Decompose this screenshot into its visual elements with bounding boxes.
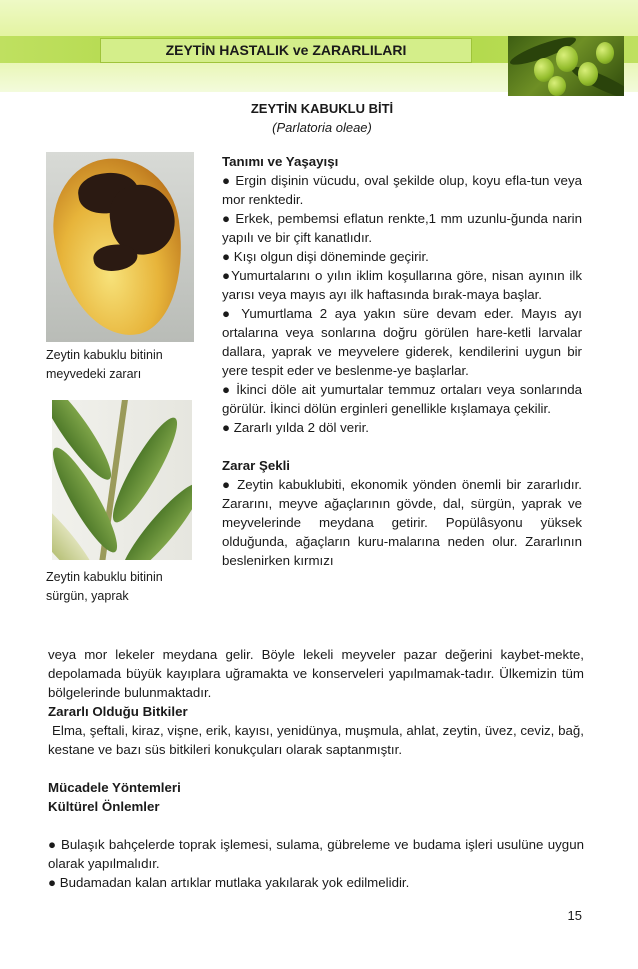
bottom-text-block (48, 645, 584, 892)
paragraph: veya mor lekeler meydana gelir. Böyle lekeli meyveler pazar değerini kaybet-mekte, depolamada büyük kayıplara uğramakta ve konserveleri yapılmamak-tadır. Ülkemizin tüm bölgelerinde bulunmaktadır. (48, 647, 584, 700)
page-number: 15 (567, 908, 582, 923)
shoot-photo-caption (46, 568, 196, 606)
infested-olive-fruit-photo (46, 152, 194, 342)
paragraph: ● Zararlı yılda 2 döl verir. (222, 420, 369, 435)
section-heading-control: Mücadele Yöntemleri (48, 780, 181, 795)
section-subheading-cultural: Kültürel Önlemler (48, 799, 160, 814)
list-item: ● Bulaşık bahçelerde toprak işlemesi, sulama, gübreleme ve budama işleri usulüne uygun olarak yapılmalıdır. (48, 837, 584, 871)
shoot-caption-line-1: Zeytin kabuklu bitinin (46, 570, 163, 584)
fruit-photo-caption (46, 346, 196, 384)
paragraph: ● Ergin dişinin vücudu, oval şekilde olup, koyu efla-tun veya mor renktedir. (222, 173, 582, 207)
main-text-column (222, 152, 582, 570)
fruit-caption-line-1: Zeytin kabuklu bitinin (46, 348, 163, 362)
paragraph: ● İkinci döle ait yumurtalar temmuz ortaları veya sonlarında görülür. İkinci dölün erginleri genellikle kışlamaya çekilir. (222, 382, 582, 416)
article-title: ZEYTİN KABUKLU BİTİ (250, 101, 394, 116)
page-header-title: ZEYTİN HASTALIK ve ZARARLILARI (100, 38, 472, 63)
paragraph: ● Zeytin kabuklubiti, ekonomik yönden önemli bir zararlıdır. Zararını, meyve ağaçlarının gövde, dal, sürgün, yaprak ve meyvelerinde meydana getirir. Popülâsyonu yüksek olduğunda, ağaçların kuru-malarına neden olur. Zararlının beslenirken kırmızı (222, 477, 582, 568)
fruit-caption-line-2: meyvedeki zararı (46, 367, 142, 381)
list-item: ● Budamadan kalan artıklar mutlaka yakılarak yok edilmelidir. (48, 875, 410, 890)
section-heading-hosts: Zararlı Olduğu Bitkiler (48, 704, 188, 719)
infested-olive-shoot-photo (52, 400, 192, 560)
olive-branch-photo (508, 36, 624, 96)
shoot-caption-line-2: sürgün, yaprak (46, 589, 129, 603)
section-heading-damage: Zarar Şekli (222, 458, 291, 473)
paragraph: ● Erkek, pembemsi eflatun renkte,1 mm uzunlu-ğunda narin yapılı ve bir çift kanatlıdır. (222, 211, 582, 245)
paragraph: ●Yumurtalarını o yılın iklim koşullarına göre, nisan ayının ilk yarısı veya mayıs ayı ilk haftasında bırak-maya başlar. (222, 268, 582, 302)
paragraph: Elma, şeftali, kiraz, vişne, erik, kayısı, yenidünya, muşmula, ahlat, zeytin, üvez, ceviz, bağ, kestane ve bazı süs bitkileri konukçuları olarak saptanmıştır. (48, 723, 584, 757)
paragraph: ● Yumurtlama 2 aya yakın süre devam eder. Mayıs ayı ortalarına veya sonlarına doğru görülen hare-ketli larvalar dallara, yaprak ve meyvelere giderek, kendilerini uygun bir yere tespit eder ve beslenme-ye başlarlar. (222, 306, 582, 378)
paragraph: ● Kışı olgun dişi döneminde geçirir. (222, 249, 429, 264)
article-latin-name: (Parlatoria oleae) (272, 120, 372, 135)
section-heading-description: Tanımı ve Yaşayışı (222, 154, 339, 169)
